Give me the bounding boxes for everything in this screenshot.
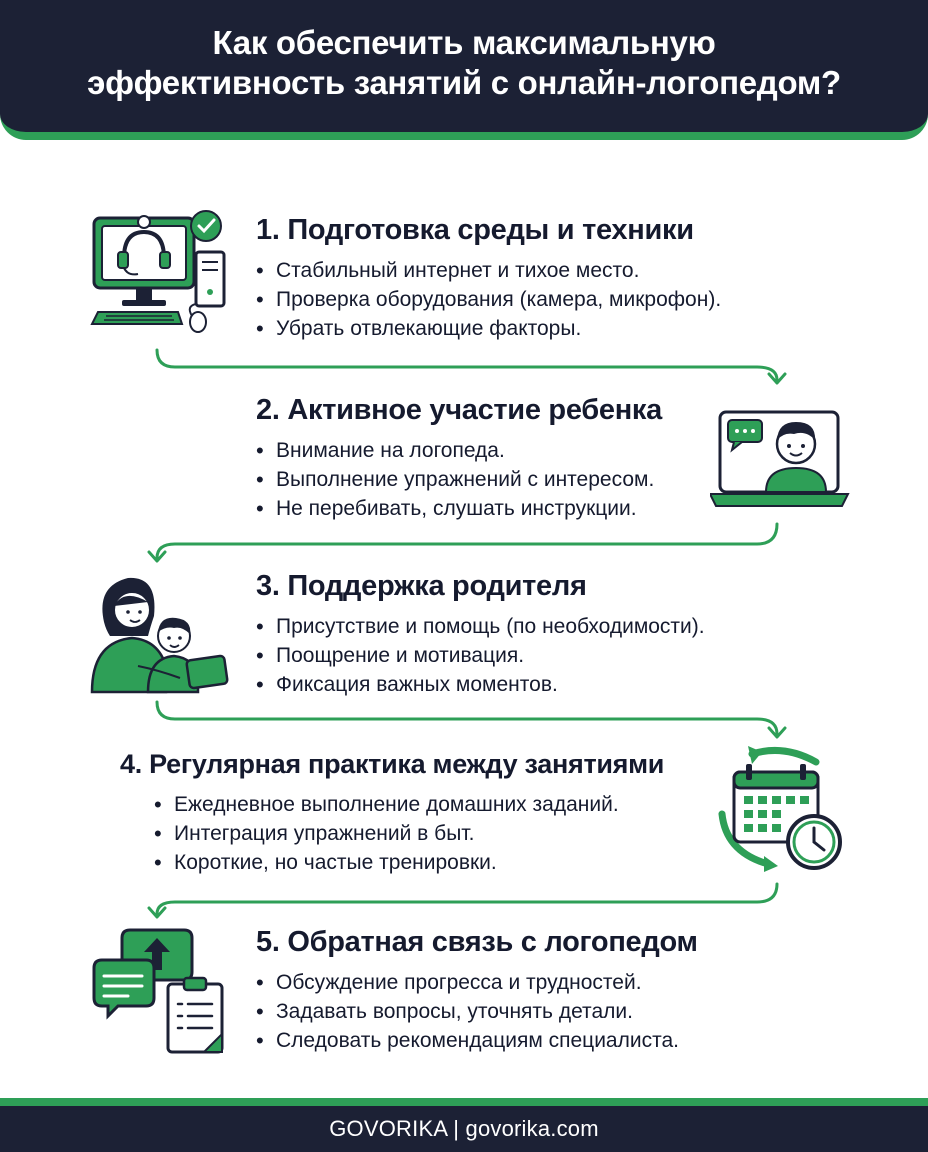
section-2-item-1: • Внимание на логопеда. bbox=[256, 436, 662, 465]
section-3-title: 3. Поддержка родителя bbox=[256, 570, 587, 602]
section-2-title: 2. Активное участие ребенка bbox=[256, 394, 662, 426]
section-3-list bbox=[256, 612, 705, 699]
section-4-item-3: • Короткие, но частые тренировки. bbox=[154, 848, 664, 877]
connector-arrow-3-head bbox=[769, 728, 785, 737]
page-title-line-2: эффективность занятий с онлайн-логопедом? bbox=[87, 64, 841, 101]
section-4-list bbox=[154, 790, 664, 877]
section-2-item-3: • Не перебивать, слушать инструкции. bbox=[256, 494, 662, 523]
connector-arrow-4-head bbox=[149, 908, 165, 917]
section-1-title: 1. Подготовка среды и техники bbox=[256, 214, 694, 246]
section-2 bbox=[256, 392, 662, 523]
section-4 bbox=[120, 746, 664, 877]
section-2-list bbox=[256, 436, 662, 523]
section-3-item-3: • Фиксация важных моментов. bbox=[256, 670, 705, 699]
section-5-item-2: • Задавать вопросы, уточнять детали. bbox=[256, 997, 698, 1026]
section-3-item-2: • Поощрение и мотивация. bbox=[256, 641, 705, 670]
connector-arrow-3 bbox=[157, 702, 777, 734]
section-3-item-1: • Присутствие и помощь (по необходимости). bbox=[256, 612, 705, 641]
computer-headset-icon bbox=[88, 200, 238, 340]
calendar-clock-icon bbox=[712, 744, 848, 874]
section-4-item-2: • Интеграция упражнений в быт. bbox=[154, 819, 664, 848]
footer-stripe bbox=[0, 1098, 928, 1106]
laptop-child-icon bbox=[710, 402, 850, 512]
section-1-list bbox=[256, 256, 721, 343]
section-1-item-2: • Проверка оборудования (камера, микрофон). bbox=[256, 285, 721, 314]
section-4-title: 4. Регулярная практика между занятиями bbox=[120, 749, 665, 779]
section-4-item-1: • Ежедневное выполнение домашних заданий. bbox=[154, 790, 664, 819]
footer-brand: GOVORIKA | govorika.com bbox=[329, 1116, 599, 1141]
section-5 bbox=[256, 924, 698, 1055]
section-2-item-2: • Выполнение упражнений с интересом. bbox=[256, 465, 662, 494]
section-1 bbox=[256, 212, 721, 343]
connector-arrow-2-head bbox=[149, 552, 165, 561]
parent-child-tablet-icon bbox=[88, 566, 234, 696]
section-3 bbox=[256, 568, 705, 699]
section-1-item-3: • Убрать отвлекающие факторы. bbox=[256, 314, 721, 343]
footer-bar bbox=[0, 1106, 928, 1152]
connector-arrow-2 bbox=[157, 524, 777, 558]
connector-arrow-1 bbox=[157, 350, 777, 380]
section-5-item-1: • Обсуждение прогресса и трудностей. bbox=[256, 968, 698, 997]
section-5-item-3: • Следовать рекомендациям специалиста. bbox=[256, 1026, 698, 1055]
header-banner bbox=[0, 0, 928, 140]
section-1-item-1: • Стабильный интернет и тихое место. bbox=[256, 256, 721, 285]
section-5-list bbox=[256, 968, 698, 1055]
section-5-title: 5. Обратная связь с логопедом bbox=[256, 926, 698, 958]
page-title-line-1: Как обеспечить максимальную bbox=[212, 24, 716, 61]
feedback-chat-icon bbox=[92, 924, 232, 1056]
connector-arrow-1-head bbox=[769, 374, 785, 383]
connector-arrow-4 bbox=[157, 884, 777, 914]
